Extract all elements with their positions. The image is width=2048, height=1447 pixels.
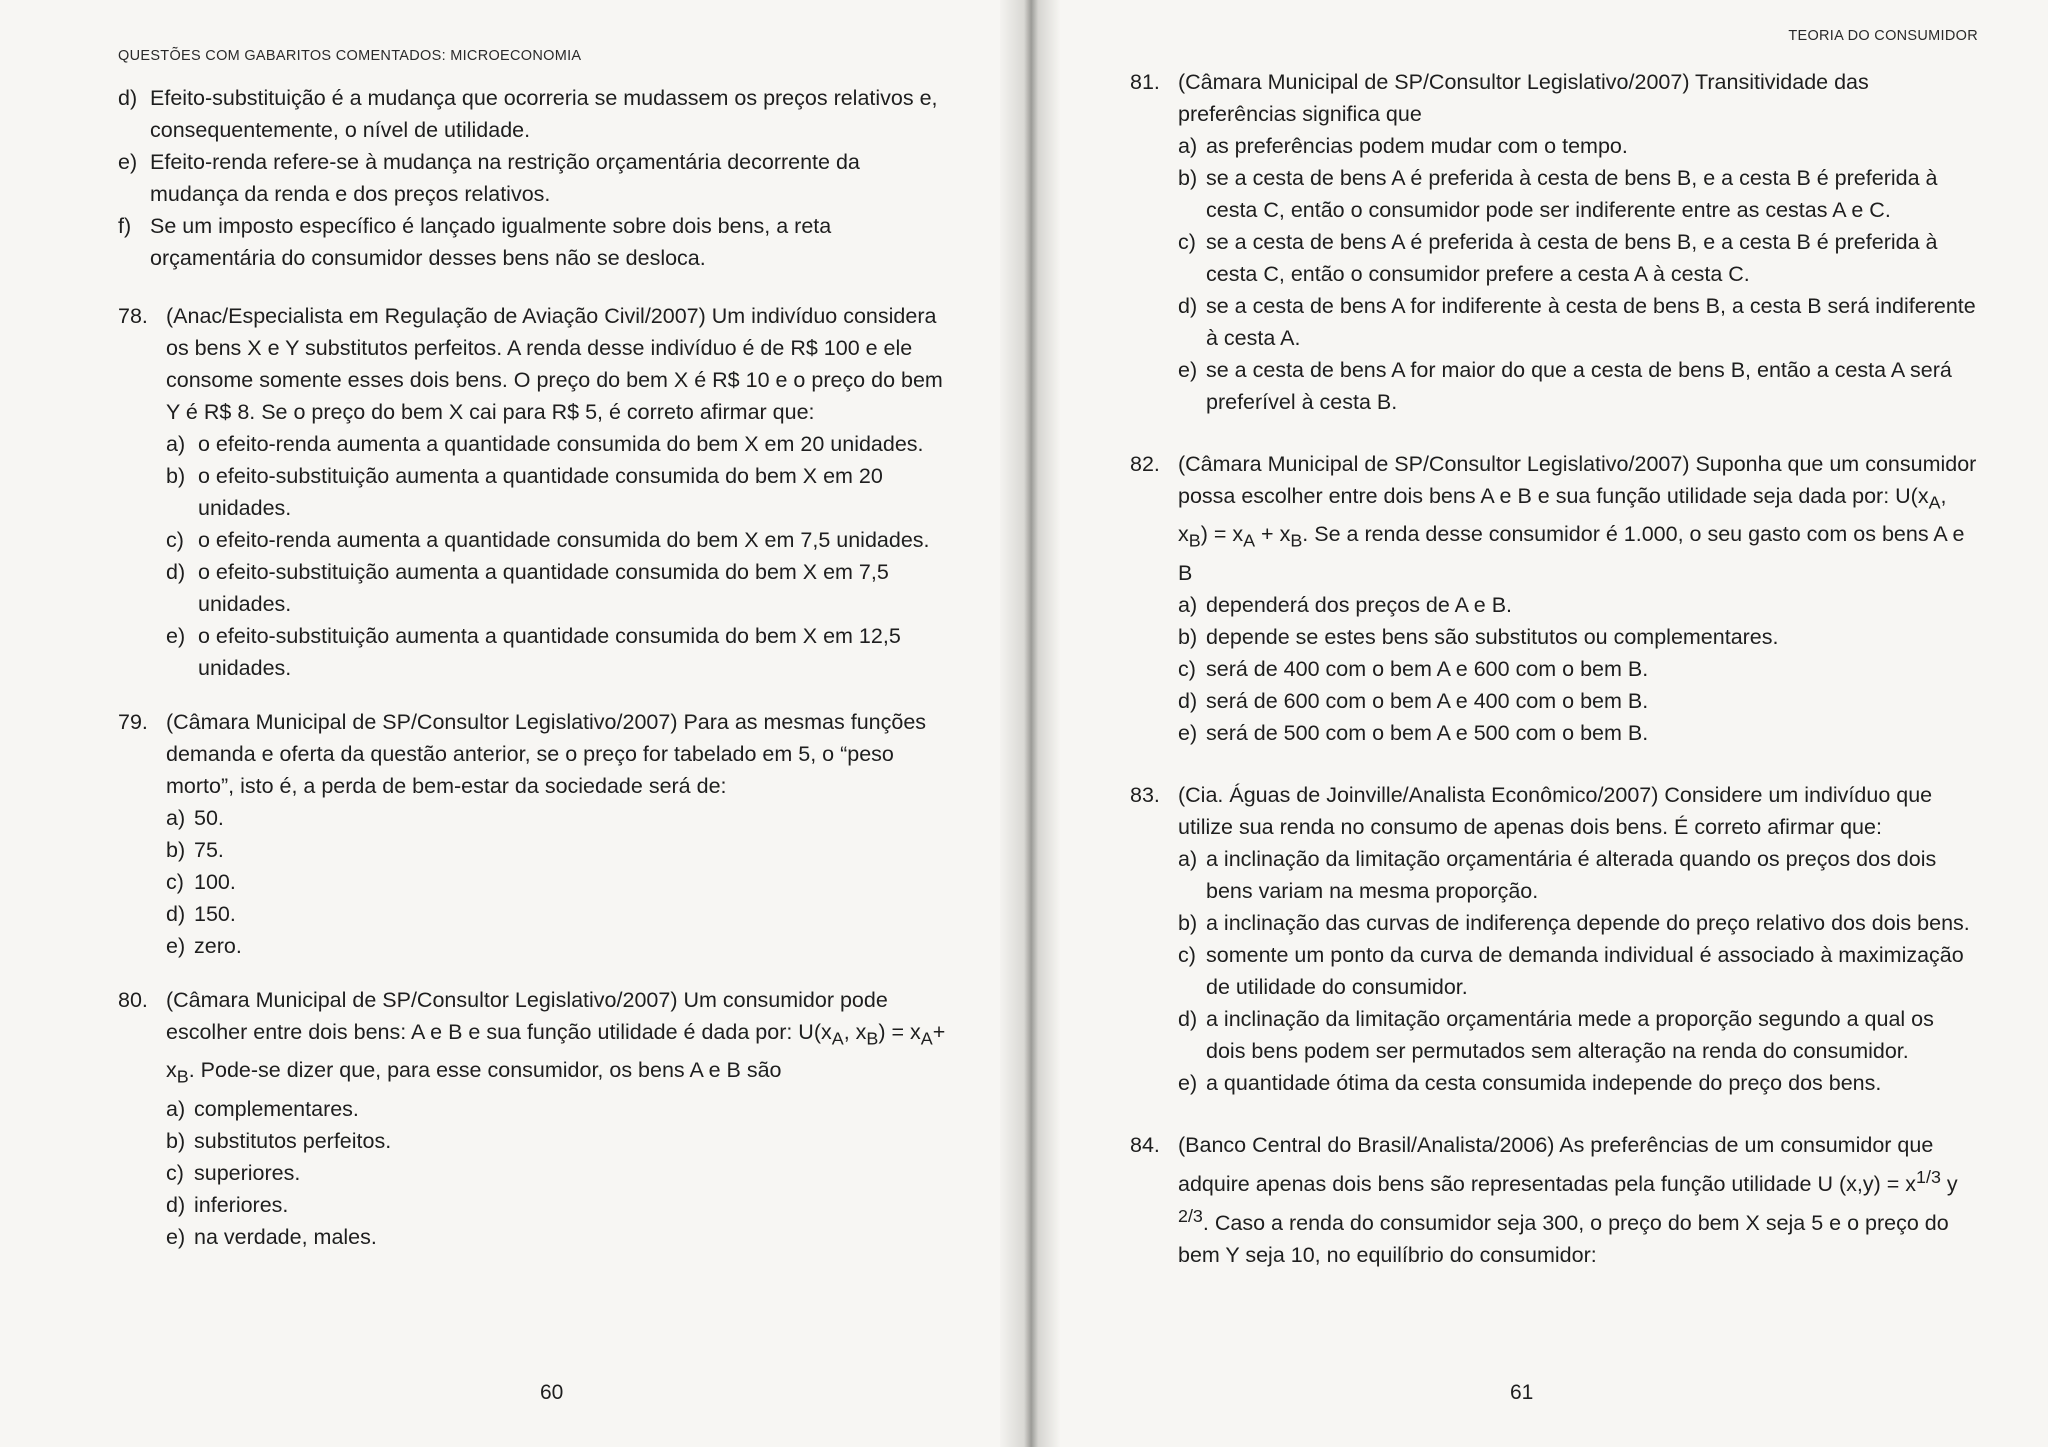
question-83 <box>1130 779 1978 1099</box>
option-d: d) Efeito-substituição é a mudança que ocorreria se mudassem os preços relativos e, consequentemente, o nível de utilidade. <box>118 86 938 142</box>
question-stem: (Banco Central do Brasil/Analista/2006) As preferências de um consumidor que adquire apenas dois bens são representadas pela função utilidade U $(x,y) = x^{1/3}$ y $^{2/3}$. Caso a renda do consumidor seja 300, o preço do bem X seja 5 e o preço do bem Y seja 10, no equilíbrio do consumidor: <box>1178 1132 1958 1267</box>
book-gutter <box>1000 0 1060 1447</box>
question-84 <box>1130 1129 1978 1271</box>
option-e: e) será de 500 com o bem A e 500 com o bem B. <box>1178 720 1649 745</box>
question-stem: (Anac/Especialista em Regulação de Aviação Civil/2007) Um indivíduo considera os bens X e Y substitutos perfeitos. A renda desse indivíduo é de R$ 100 e ele consome somente esses dois bens. O preço do bem X é R$ 10 e o preço do bem Y é R$ 8. Se o preço do bem X cai para R$ 5, é correto afirmar que: <box>166 304 943 424</box>
option-b: b) o efeito-substituição aumenta a quantidade consumida do bem X em 20 unidades. <box>166 464 883 520</box>
question-number: 80. <box>118 988 148 1012</box>
option-a: a) o efeito-renda aumenta a quantidade consumida do bem X em 20 unidades. <box>166 432 924 456</box>
question-number: 84. <box>1130 1132 1160 1157</box>
option-a: a) dependerá dos preços de A e B. <box>1178 592 1513 617</box>
option-d: d) o efeito-substituição aumenta a quantidade consumida do bem X em 7,5 unidades. <box>166 560 889 616</box>
question-80 <box>118 984 950 1253</box>
option-d: d) a inclinação da limitação orçamentária mede a proporção segundo a qual os dois bens podem ser permutados sem alteração na renda do consumidor. <box>1178 1006 1934 1063</box>
question-79 <box>118 706 950 962</box>
question-number: 83. <box>1130 782 1160 807</box>
option-c: c) somente um ponto da curva de demanda individual é associado à maximização de utilidade do consumidor. <box>1178 942 1964 999</box>
right-page <box>1030 0 2048 1447</box>
continuation-options <box>118 82 950 1253</box>
option-b: b) substitutos perfeitos. <box>166 1128 392 1153</box>
question-82 <box>1130 448 1978 749</box>
running-head-left: QUESTÕES COM GABARITOS COMENTADOS: MICROECONOMIA <box>118 48 582 64</box>
question-number: 82. <box>1130 452 1160 476</box>
option-a: a) complementares. <box>166 1096 359 1121</box>
question-stem: (Câmara Municipal de SP/Consultor Legislativo/2007) Transitividade das preferências significa que <box>1178 70 1869 126</box>
option-b: b) 75. <box>166 838 224 862</box>
option-c: c) superiores. <box>166 1160 301 1185</box>
option-b: b) se a cesta de bens A é preferida à cesta de bens B, e a cesta B é preferida à cesta C, então o consumidor pode ser indiferente entre as cestas A e C. <box>1178 166 1938 222</box>
question-number: 81. <box>1130 70 1160 94</box>
option-e: e) na verdade, males. <box>166 1224 377 1249</box>
option-e: e) o efeito-substituição aumenta a quantidade consumida do bem X em 12,5 unidades. <box>166 624 901 680</box>
question-81 <box>1130 66 1978 418</box>
option-b: b) a inclinação das curvas de indiferença depende do preço relativo dos dois bens. <box>1178 910 1970 935</box>
page-number-right: 61 <box>1510 1381 1534 1404</box>
running-head-right: TEORIA DO CONSUMIDOR <box>1788 28 1978 44</box>
option-b: b) depende se estes bens são substitutos ou complementares. <box>1178 624 1779 649</box>
question-stem: (Câmara Municipal de SP/Consultor Legislativo/2007) Suponha que um consumidor possa escolher entre dois bens A e B e sua função utilidade seja dada por: $U(x_A$, $x_B) = x_A + x_B$. Se a renda desse consumidor é 1.000, o seu gasto com os bens A e B <box>1178 452 1977 585</box>
question-number: 79. <box>118 710 148 734</box>
option-c: c) o efeito-renda aumenta a quantidade consumida do bem X em 7,5 unidades. <box>166 528 930 552</box>
option-d: d) 150. <box>166 902 236 926</box>
option-e: e) Efeito-renda refere-se à mudança na restrição orçamentária decorrente da mudança da renda e dos preços relativos. <box>118 150 860 206</box>
option-d: d) inferiores. <box>166 1192 289 1217</box>
page-number-left: 60 <box>540 1381 564 1404</box>
option-c: c) será de 400 com o bem A e 600 com o bem B. <box>1178 656 1649 681</box>
option-d: d) se a cesta de bens A for indiferente à cesta de bens B, a cesta B será indiferente à cesta A. <box>1178 294 1976 350</box>
option-f: f) Se um imposto específico é lançado igualmente sobre dois bens, a reta orçamentária do consumidor desses bens não se desloca. <box>118 214 832 270</box>
option-e: e) zero. <box>166 934 242 958</box>
option-a: a) as preferências podem mudar com o tempo. <box>1178 134 1628 158</box>
question-stem: (Câmara Municipal de SP/Consultor Legislativo/2007) Um consumidor pode escolher entre dois bens: A e B e sua função utilidade é dada por: $U(x_A$, $x_B) = x_A+ x_B$. Pode-se dizer que, para esse consumidor, os bens A e B são <box>166 988 946 1087</box>
question-number: 78. <box>118 304 148 328</box>
option-a: a) 50. <box>166 806 224 830</box>
option-c: c) se a cesta de bens A é preferida à cesta de bens B, e a cesta B é preferida à cesta C, então o consumidor prefere a cesta A à cesta C. <box>1178 230 1938 286</box>
option-d: d) será de 600 com o bem A e 400 com o bem B. <box>1178 688 1649 713</box>
option-c: c) 100. <box>166 870 236 894</box>
question-78 <box>118 300 950 684</box>
option-a: a) a inclinação da limitação orçamentária é alterada quando os preços dos dois bens variam na mesma proporção. <box>1178 846 1937 903</box>
question-stem: (Câmara Municipal de SP/Consultor Legislativo/2007) Para as mesmas funções demanda e oferta da questão anterior, se o preço for tabelado em 5, o “peso morto”, isto é, a perda de bem-estar da sociedade será de: <box>166 710 927 798</box>
option-e: e) se a cesta de bens A for maior do que a cesta de bens B, então a cesta A será preferível à cesta B. <box>1178 358 1952 414</box>
option-e: e) a quantidade ótima da cesta consumida independe do preço dos bens. <box>1178 1070 1882 1095</box>
question-stem: (Cia. Águas de Joinville/Analista Econômico/2007) Considere um indivíduo que utilize sua renda no consumo de apenas dois bens. É correto afirmar que: <box>1178 782 1933 839</box>
